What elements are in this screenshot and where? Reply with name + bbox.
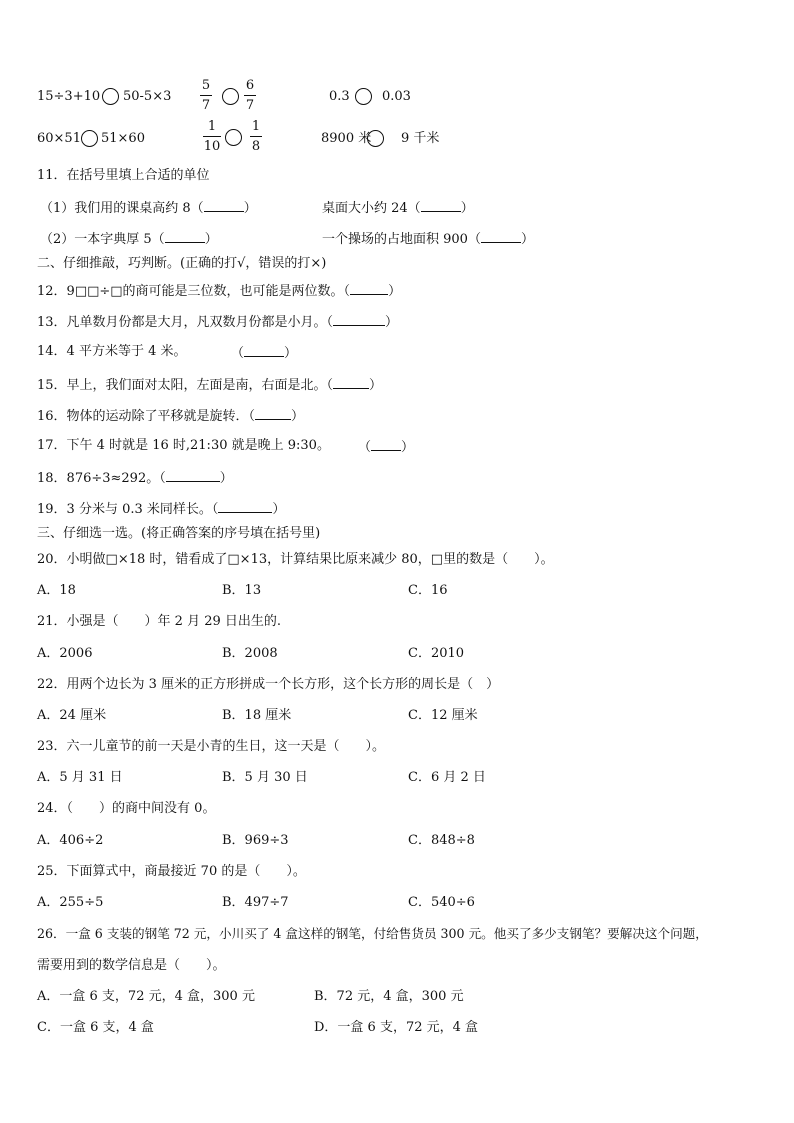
paren-close: ）	[520, 232, 534, 247]
option-b[interactable]: B．497÷7	[222, 895, 289, 910]
paren-close: ）	[284, 346, 298, 361]
list-item	[37, 469, 233, 487]
compare-circle[interactable]	[225, 129, 242, 146]
section-heading: 二、仔细推敲，巧判断。(正确的打√，错误的打×)	[37, 256, 327, 271]
question-text-part: （2）一本字典厚 5（	[40, 232, 165, 247]
item-text: 17．下午 4 时就是 16 时,21:30 就是晚上 9:30。	[37, 438, 330, 453]
option-a[interactable]: A．一盒 6 支，72 元，4 盒，300 元	[37, 989, 255, 1004]
option-c[interactable]: C．16	[408, 583, 448, 598]
question-text	[40, 230, 218, 248]
answer-blank[interactable]	[333, 376, 369, 389]
numerator: 1	[207, 119, 217, 134]
question-text: 25．下面算式中，商最接近 70 的是（ ）。	[37, 864, 306, 879]
list-item	[37, 407, 304, 425]
compare-r1c3-left: 0.3	[329, 89, 350, 104]
answer-blank[interactable]	[255, 407, 291, 420]
answer-paren	[231, 344, 297, 362]
compare-circle[interactable]	[355, 88, 372, 105]
option-a[interactable]: A．5 月 31 日	[37, 770, 123, 785]
compare-circle[interactable]	[367, 130, 384, 147]
fraction	[200, 78, 212, 113]
option-b[interactable]: B．2008	[222, 646, 278, 661]
option-c[interactable]: C．848÷8	[408, 833, 475, 848]
question-text	[40, 199, 257, 217]
question-text-part: （1）我们用的课桌高约 8（	[40, 201, 204, 216]
option-c[interactable]: C．2010	[408, 646, 465, 661]
option-c[interactable]: C．6 月 2 日	[408, 770, 486, 785]
answer-blank[interactable]	[204, 199, 244, 212]
fraction	[244, 78, 256, 113]
option-d[interactable]: D．一盒 6 支，72 元，4 盒	[314, 1020, 479, 1035]
question-text	[322, 230, 534, 248]
option-c[interactable]: C．540÷6	[408, 895, 475, 910]
compare-circle[interactable]	[222, 88, 239, 105]
paren-close: ）	[388, 284, 402, 299]
option-b[interactable]: B．18 厘米	[222, 708, 292, 723]
compare-circle[interactable]	[102, 88, 119, 105]
numerator: 6	[245, 78, 255, 93]
question-text	[322, 199, 474, 217]
fraction	[250, 119, 262, 154]
numerator: 5	[201, 78, 211, 93]
option-b[interactable]: B．5 月 30 日	[222, 770, 308, 785]
list-item	[37, 500, 285, 518]
answer-blank[interactable]	[350, 282, 388, 295]
compare-r1c3-right: 0.03	[382, 89, 411, 104]
compare-r2c3-left: 8900 米	[321, 131, 372, 146]
option-a[interactable]: A．18	[37, 583, 76, 598]
paren-close: ）	[369, 378, 383, 393]
list-item	[37, 376, 382, 394]
answer-blank[interactable]	[481, 230, 521, 243]
item-text: 13．凡单数月份都是大月，凡双数月份都是小月。（	[37, 315, 334, 330]
answer-blank[interactable]	[165, 230, 205, 243]
item-text: 14．4 平方米等于 4 米。	[37, 344, 187, 359]
paren-close: ）	[291, 409, 305, 424]
answer-blank[interactable]	[244, 344, 284, 357]
item-text: 12．9□□÷□的商可能是三位数，也可能是两位数。（	[37, 284, 351, 299]
answer-blank[interactable]	[421, 199, 461, 212]
question-text: 需要用到的数学信息是（ ）。	[37, 958, 226, 973]
item-text: 19．3 分米与 0.3 米同样长。（	[37, 502, 219, 517]
paren-open: （	[231, 346, 245, 361]
compare-r1c1-right: 50-5×3	[123, 89, 172, 104]
answer-blank[interactable]	[218, 500, 272, 513]
option-c[interactable]: C．一盒 6 支，4 盒	[37, 1020, 154, 1035]
question-text: 21．小强是（ ）年 2 月 29 日出生的.	[37, 614, 282, 629]
option-a[interactable]: A．24 厘米	[37, 708, 107, 723]
paren-close: ）	[272, 502, 286, 517]
answer-blank[interactable]	[333, 313, 385, 326]
item-text: 15．早上，我们面对太阳，左面是南，右面是北。（	[37, 378, 334, 393]
question-text-part: 一个操场的占地面积 900（	[322, 232, 481, 247]
item-text: 18．876÷3≈292。（	[37, 471, 166, 486]
option-c[interactable]: C．12 厘米	[408, 708, 478, 723]
question-text: 24．（ ）的商中间没有 0。	[37, 801, 216, 816]
denominator: 10	[203, 139, 221, 154]
denominator: 8	[251, 139, 261, 154]
question-text-part: 桌面大小约 24（	[322, 201, 421, 216]
paren-open: （	[358, 440, 372, 455]
paren-close: ）	[219, 471, 233, 486]
compare-r1c1-left: 15÷3+10	[37, 89, 101, 104]
answer-paren	[358, 438, 414, 456]
compare-r2c1-right: 51×60	[101, 131, 145, 146]
paren-close: ）	[460, 201, 474, 216]
paren-close: ）	[204, 232, 218, 247]
list-item	[37, 313, 398, 331]
compare-r2c3-right: 9 千米	[401, 131, 440, 146]
list-item	[37, 282, 401, 300]
answer-blank[interactable]	[371, 438, 401, 451]
paren-close: ）	[401, 440, 415, 455]
question-text: 22．用两个边长为 3 厘米的正方形拼成一个长方形，这个长方形的周长是（ ）	[37, 677, 500, 692]
question-text: 23．六一儿童节的前一天是小青的生日，这一天是（ ）。	[37, 739, 386, 754]
option-b[interactable]: B．13	[222, 583, 262, 598]
numerator: 1	[251, 119, 261, 134]
list-item	[37, 438, 330, 454]
option-a[interactable]: A．255÷5	[37, 895, 104, 910]
question-text: 20．小明做□×18 时，错看成了□×13，计算结果比原来减少 80，□里的数是（ ）。	[37, 552, 554, 567]
compare-circle[interactable]	[81, 130, 98, 147]
paren-close: ）	[385, 315, 399, 330]
option-b[interactable]: B．72 元，4 盒，300 元	[314, 989, 464, 1004]
item-text: 16．物体的运动除了平移就是旋转．（	[37, 409, 256, 424]
question-text: 26．一盒 6 支装的钢笔 72 元，小川买了 4 盒这样的钢笔，付给售货员 300 元。他买了多少支钢笔？要解决这个问题，	[37, 926, 708, 941]
option-a[interactable]: A．2006	[37, 646, 93, 661]
option-a[interactable]: A．406÷2	[37, 833, 104, 848]
denominator: 7	[245, 98, 255, 113]
section-heading: 三、仔细选一选。(将正确答案的序号填在括号里)	[37, 526, 321, 541]
answer-blank[interactable]	[166, 469, 220, 482]
fraction	[203, 119, 221, 154]
option-b[interactable]: B．969÷3	[222, 833, 289, 848]
denominator: 7	[201, 98, 211, 113]
question-title: 11．在括号里填上合适的单位	[37, 168, 210, 183]
list-item	[37, 344, 186, 360]
compare-r2c1-left: 60×51	[37, 131, 81, 146]
paren-close: ）	[243, 201, 257, 216]
